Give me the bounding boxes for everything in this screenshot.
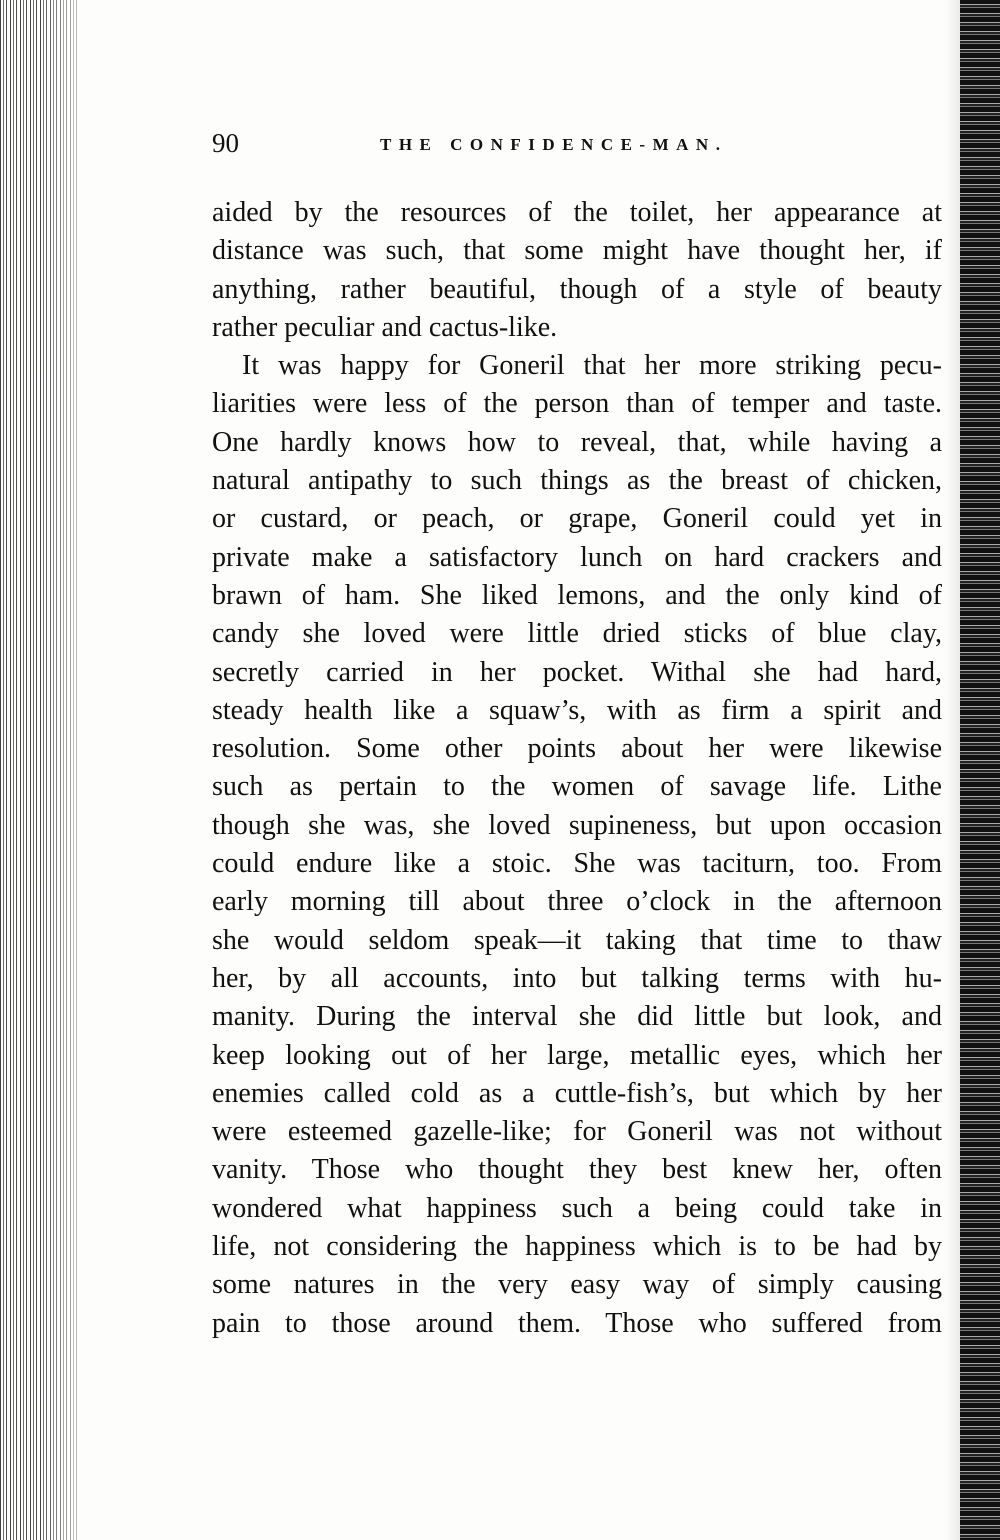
text-line: natural antipathy to such things as the breast of chicken, bbox=[212, 465, 942, 497]
text-line: some natures in the very easy way of simply causing bbox=[212, 1269, 942, 1301]
text-line: aided by the resources of the toilet, her appearance at bbox=[212, 197, 942, 228]
text-line: her, by all accounts, into but talking terms with hu- bbox=[212, 962, 942, 994]
page-number: 90 bbox=[212, 128, 239, 158]
text-line: though she was, she loved supineness, but upon occasion bbox=[212, 809, 942, 841]
text-line: steady health like a squaw’s, with as firm a spirit and bbox=[212, 694, 942, 726]
text-line: liarities were less of the person than of temper and taste. bbox=[212, 388, 942, 420]
text-line: wondered what happiness such a being could take in bbox=[212, 1192, 942, 1224]
text-line: were esteemed gazelle-like; for Goneril was not without bbox=[212, 1116, 942, 1148]
running-title: THE CONFIDENCE-MAN. bbox=[380, 135, 728, 154]
body-text bbox=[212, 194, 942, 1343]
text-line: One hardly knows how to reveal, that, while having a bbox=[212, 426, 942, 458]
text-line: brawn of ham. She liked lemons, and the only kind of bbox=[212, 579, 942, 611]
text-line: resolution. Some other points about her were likewise bbox=[212, 733, 942, 765]
text-line: life, not considering the happiness which is to be had by bbox=[212, 1231, 942, 1263]
text-line: candy she loved were little dried sticks of blue clay, bbox=[212, 618, 942, 650]
text-line: rather peculiar and cactus-like. bbox=[212, 311, 558, 343]
text-line: It was happy for Goneril that her more striking pecu- bbox=[242, 350, 942, 382]
text-line: anything, rather beautiful, though of a style of beauty bbox=[212, 273, 942, 305]
bound-edge-shadow bbox=[40, 0, 100, 1540]
page-header bbox=[212, 128, 942, 164]
text-line: could endure like a stoic. She was taciturn, too. From bbox=[212, 848, 942, 880]
text-line: private make a satisfactory lunch on hard crackers and bbox=[212, 541, 942, 573]
text-line: early morning till about three o’clock in the afternoon bbox=[212, 886, 942, 918]
text-line: distance was such, that some might have thought her, if bbox=[212, 235, 942, 267]
text-line: secretly carried in her pocket. Withal she had hard, bbox=[212, 656, 942, 688]
page-edge-right bbox=[960, 0, 1000, 1540]
text-line: manity. During the interval she did little but look, and bbox=[212, 1001, 942, 1033]
text-line: or custard, or peach, or grape, Goneril could yet in bbox=[212, 503, 942, 535]
text-line: she would seldom speak—it taking that time to thaw bbox=[212, 924, 942, 956]
text-line: vanity. Those who thought they best knew her, often bbox=[212, 1154, 942, 1186]
text-line: keep looking out of her large, metallic eyes, which her bbox=[212, 1039, 942, 1071]
text-line: enemies called cold as a cuttle-fish’s, but which by her bbox=[212, 1077, 942, 1109]
text-line: such as pertain to the women of savage life. Lithe bbox=[212, 771, 942, 803]
text-line: pain to those around them. Those who suffered from bbox=[212, 1307, 942, 1339]
